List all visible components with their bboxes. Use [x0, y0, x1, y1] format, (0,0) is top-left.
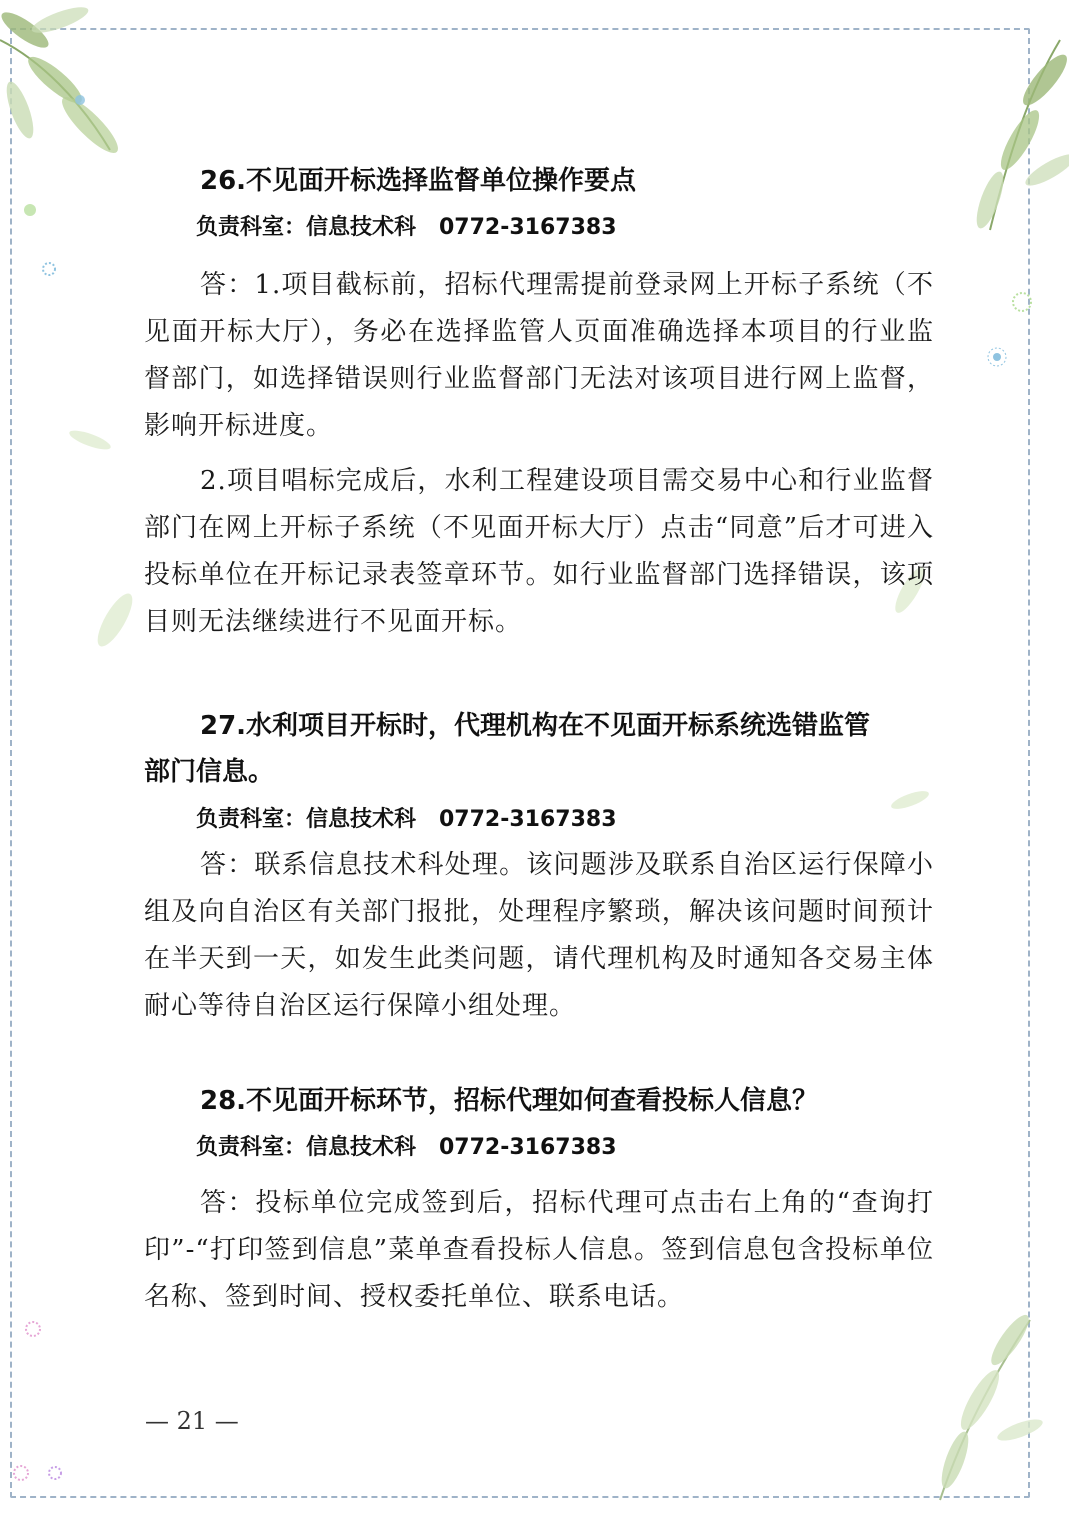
section-26-answer-1: 答：1.项目截标前，招标代理需提前登录网上开标子系统（不见面开标大厅），务必在选择监管人页面准确选择本项目的行业监督部门，如选择错误则行业监督部门无法对该项目进行网上监督，影响开标进度。 — [144, 270, 934, 441]
leaf-faint-left-icon — [60, 420, 150, 680]
section-27-title: 27.水利项目开标时，代理机构在不见面开标系统选错监管 部门信息。 — [144, 711, 871, 787]
section-28-phone: 0772-3167383 — [439, 1135, 617, 1160]
leaf-decoration-top-left-icon — [0, 0, 170, 240]
section-28-answer: 答：投标单位完成签到后，招标代理可点击右上角的“查询打印”-“打印签到信息”菜单查看投标人信息。签到信息包含投标单位名称、签到时间、授权委托单位、联系电话。 — [144, 1188, 934, 1312]
section-26-title: 26.不见面开标选择监督单位操作要点 — [200, 166, 637, 196]
page-number: — 21 — — [145, 1407, 239, 1435]
flower-green-icon — [1010, 290, 1034, 314]
flower-pink-icon — [22, 1318, 44, 1340]
section-26-answer-2: 2.项目唱标完成后，水利工程建设项目需交易中心和行业监督部门在网上开标子系统（不见面开标大厅）点击“同意”后才可进入投标单位在开标记录表签章环节。如行业监督部门选择错误，该项目则无法继续进行不见面开标。 — [144, 466, 934, 637]
leaf-decoration-bottom-right-icon — [900, 1300, 1050, 1510]
section-27-department: 负责科室：信息技术科 0772-3167383 — [196, 807, 617, 832]
section-26-department: 负责科室：信息技术科 0772-3167383 — [196, 215, 617, 240]
section-27-phone: 0772-3167383 — [439, 807, 617, 832]
section-26-phone: 0772-3167383 — [439, 215, 617, 240]
section-27-answer: 答：联系信息技术科处理。该问题涉及联系自治区运行保障小组及向自治区有关部门报批，处理程序繁琐，解决该问题时间预计在半天到一天，如发生此类问题，请代理机构及时通知各交易主体耐心等待自治区运行保障小组处理。 — [144, 850, 934, 1021]
flower-blue-small-icon — [40, 260, 58, 278]
leaf-decoration-top-right-icon — [950, 30, 1069, 260]
section-28-department: 负责科室：信息技术科 0772-3167383 — [196, 1135, 617, 1160]
flower-blue-icon — [985, 345, 1009, 369]
flower-pink-bottom-icon — [10, 1462, 70, 1484]
section-28-title: 28.不见面开标环节，招标代理如何查看投标人信息？ — [200, 1086, 819, 1116]
